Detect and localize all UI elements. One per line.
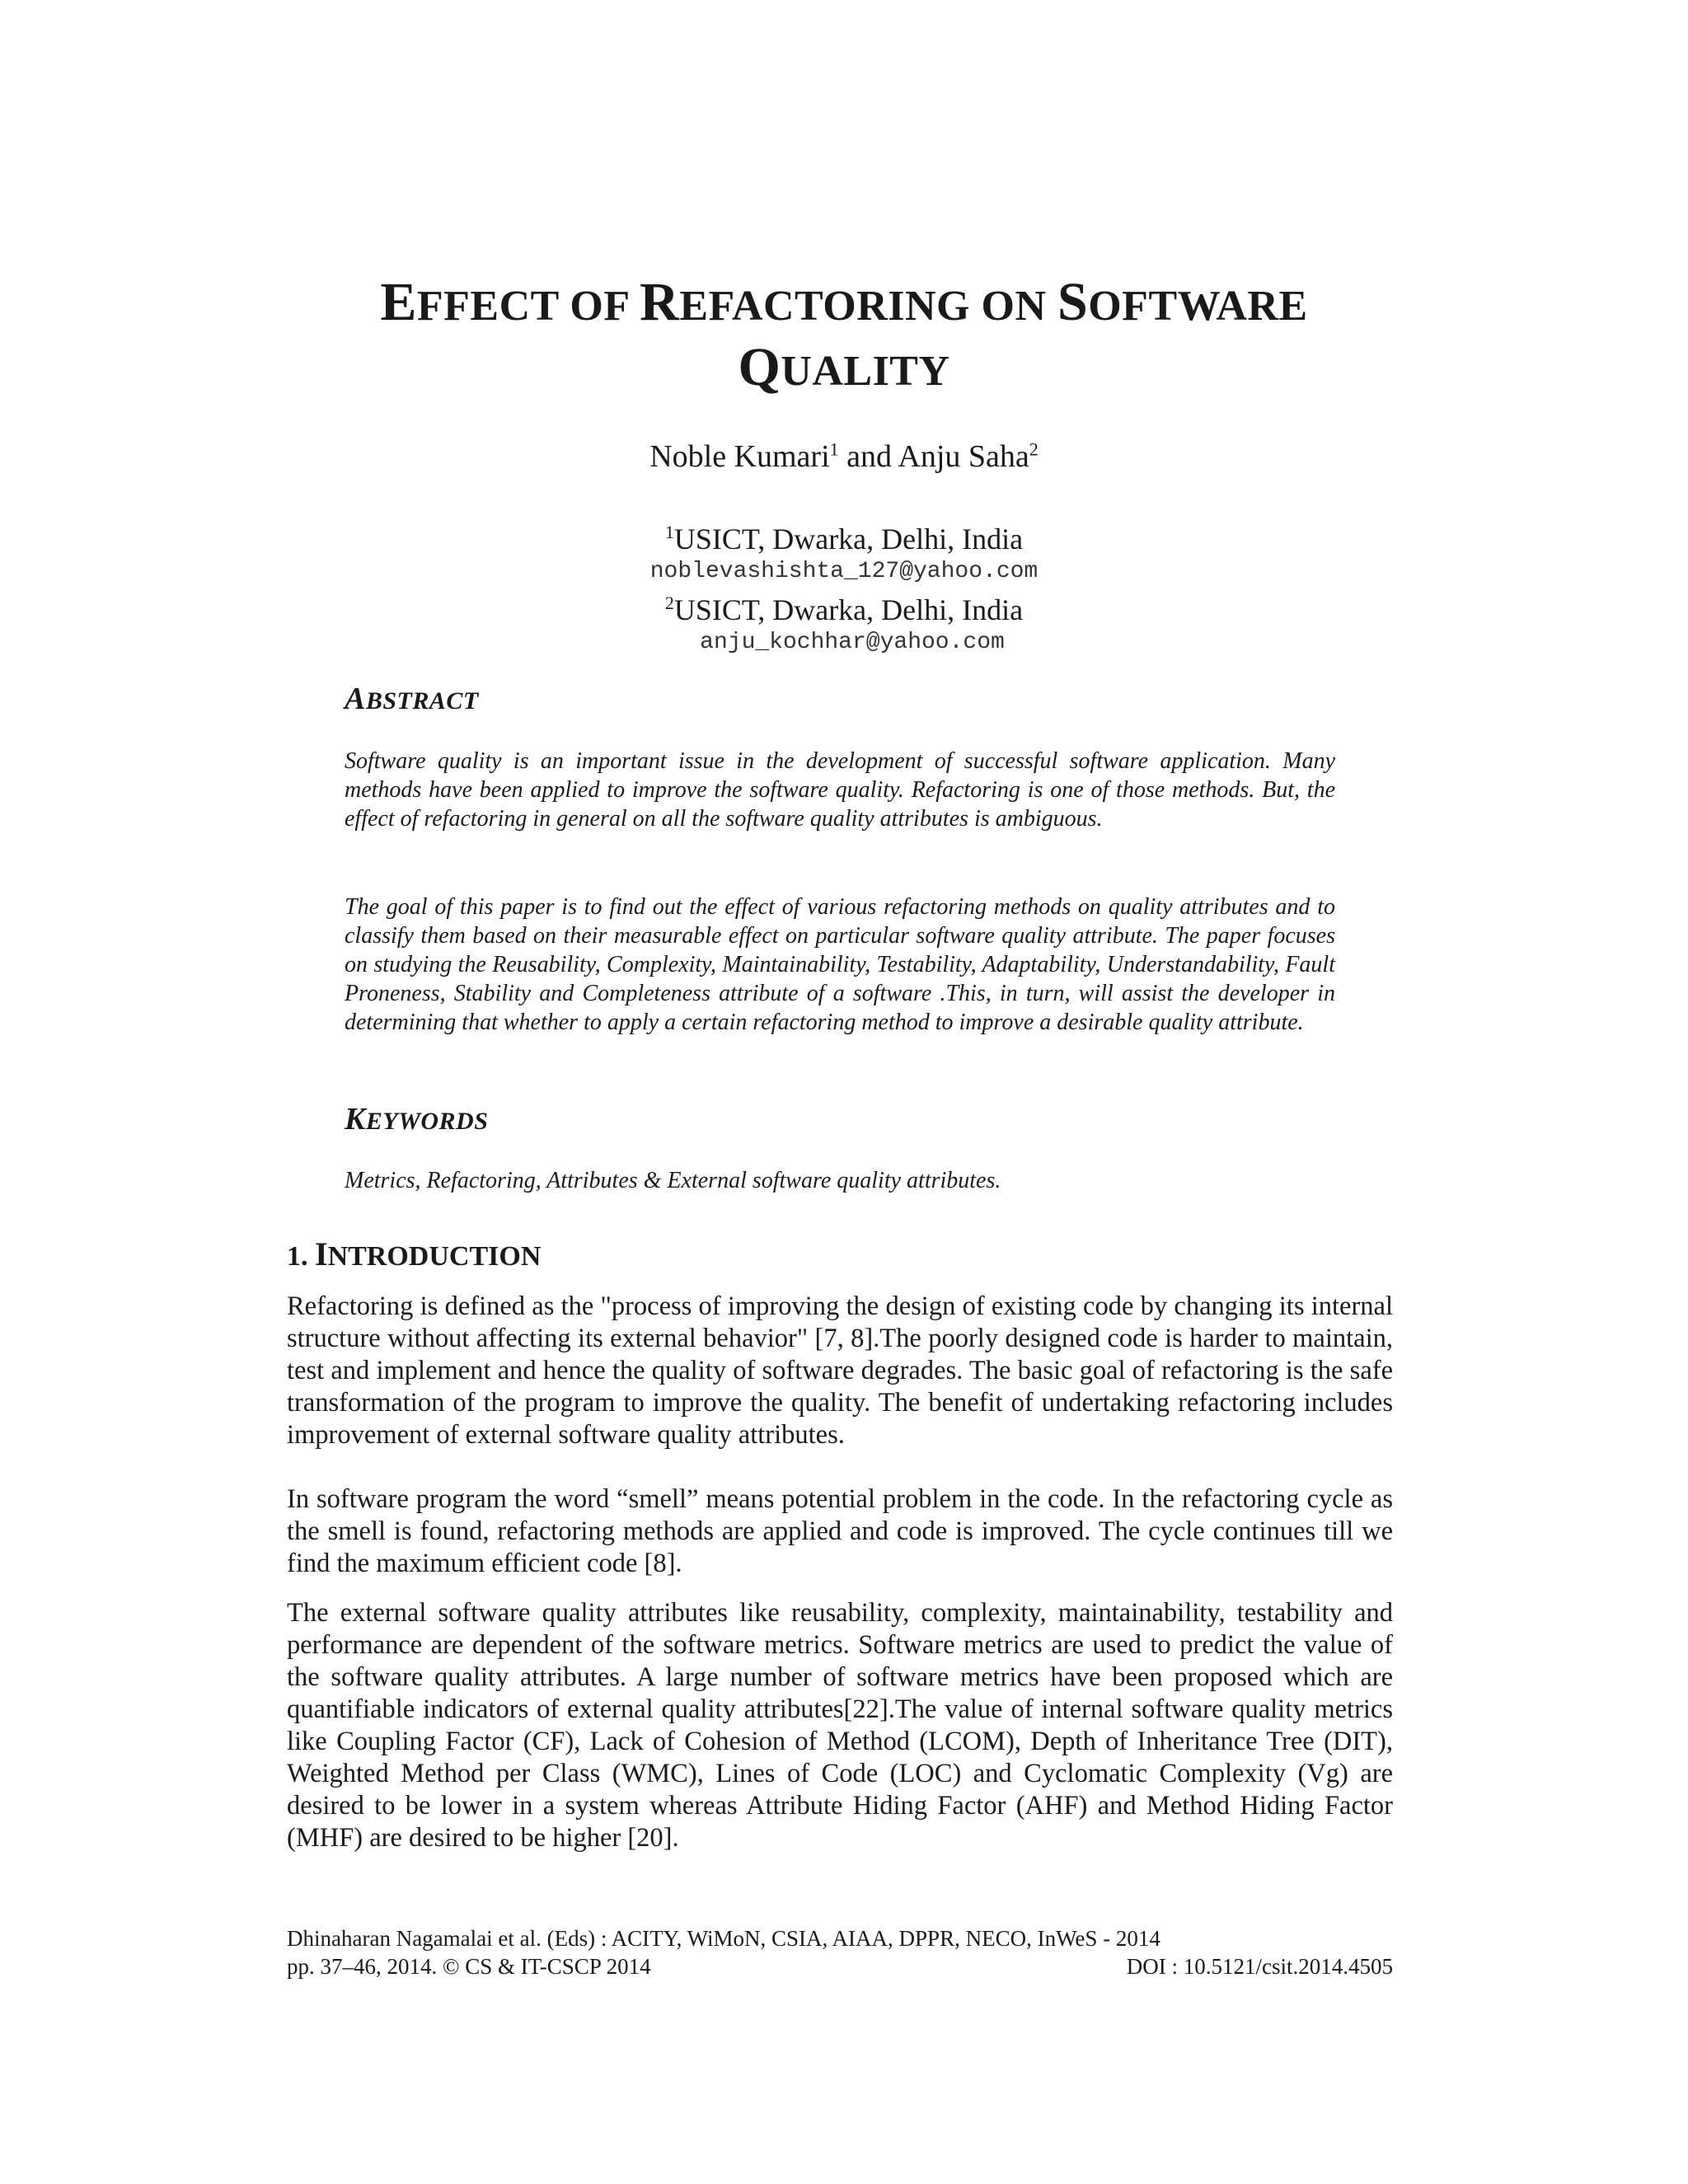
introduction-heading: 1. INTRODUCTION: [287, 1235, 542, 1272]
footer-doi: DOI : 10.5121/csit.2014.4505: [1126, 1954, 1393, 1979]
author-superscript: 2: [1029, 438, 1039, 460]
body-paragraph: Refactoring is defined as the "process of improving the design of existing code by changing its internal structure without affecting its external behavior" [7, 8].The poorly designed code is harder to maintain, test and implement and hence the quality of software degrades. The basic goal of refactoring is the safe transformation of the program to improve the quality. The benefit of undertaking refactoring includes improvement of external software quality attributes.: [287, 1291, 1393, 1450]
author-line: [0, 437, 1688, 476]
affiliation: $^1$USICT, Dwarka, Delhi, India: [664, 522, 1024, 555]
body-paragraph: In software program the word “smell” means potential problem in the code. In the refactoring cycle as the smell is found, refactoring methods are applied and code is improved. The cycle continues till we find the maximum efficient code [8].: [287, 1484, 1393, 1578]
author-name: Anju Saha: [898, 439, 1029, 474]
body-paragraph: The external software quality attributes like reusability, complexity, maintainability, testability and performance are dependent of the software metrics. Software metrics are used to predict the value of the software quality attributes. A large number of software metrics have been proposed which are quantifiable indicators of external quality attributes[22].The value of internal software quality metrics like Coupling Factor (CF), Lack of Cohesion of Method (LCOM), Depth of Inheritance Tree (DIT), Weighted Method per Class (WMC), Lines of Code (LOC) and Cyclomatic Complexity (Vg) are desired to be lower in a system whereas Attribute Hiding Factor (AHF) and Method Hiding Factor (MHF) are desired to be higher [20].: [287, 1598, 1393, 1853]
author-superscript: 1: [829, 438, 839, 460]
author-joiner: and: [838, 439, 898, 474]
author-name: Noble Kumari: [649, 439, 830, 474]
author-email: noblevashishta_127@yahoo.com: [649, 559, 1039, 584]
footer-line: [287, 1952, 1393, 1980]
keywords-heading: KEYWORDS: [345, 1102, 489, 1137]
title-line-1: EFFECT OF REFACTORING ON SOFTWARE: [380, 272, 1308, 332]
page-footer: [287, 1924, 1393, 1980]
affiliations: [0, 521, 1688, 663]
title-line-2: QUALITY: [738, 337, 950, 397]
footer-citation: Dhinaharan Nagamalai et al. (Eds) : ACITY, WiMoN, CSIA, AIAA, DPPR, NECO, InWeS - 2014: [287, 1926, 1160, 1951]
footer-pages: pp. 37–46, 2014. © CS & IT-CSCP 2014: [287, 1954, 651, 1979]
affiliation: $^2$USICT, Dwarka, Delhi, India: [664, 593, 1024, 626]
abstract-heading: ABSTRACT: [345, 682, 479, 716]
keywords-text: Metrics, Refactoring, Attributes & External software quality attributes.: [345, 1168, 1001, 1193]
author-email: anju_kochhar@yahoo.com: [700, 630, 1005, 655]
paper-title: [247, 272, 1441, 402]
abstract-paragraph: Software quality is an important issue in the development of successful software application. Many methods have been applied to improve the software quality. Refactoring is one of those methods. But, the effect of refactoring in general on all the software quality attributes is ambiguous.: [345, 748, 1335, 832]
abstract-paragraph: The goal of this paper is to find out the effect of various refactoring methods on quality attributes and to classify them based on their measurable effect on particular software quality attribute. The paper focuses on studying the Reusability, Complexity, Maintainability, Testability, Adaptability, Understandability, Fault Proneness, Stability and Completeness attribute of a software .This, in turn, will assist the developer in determining that whether to apply a certain refactoring method to improve a desirable quality attribute.: [345, 894, 1335, 1035]
